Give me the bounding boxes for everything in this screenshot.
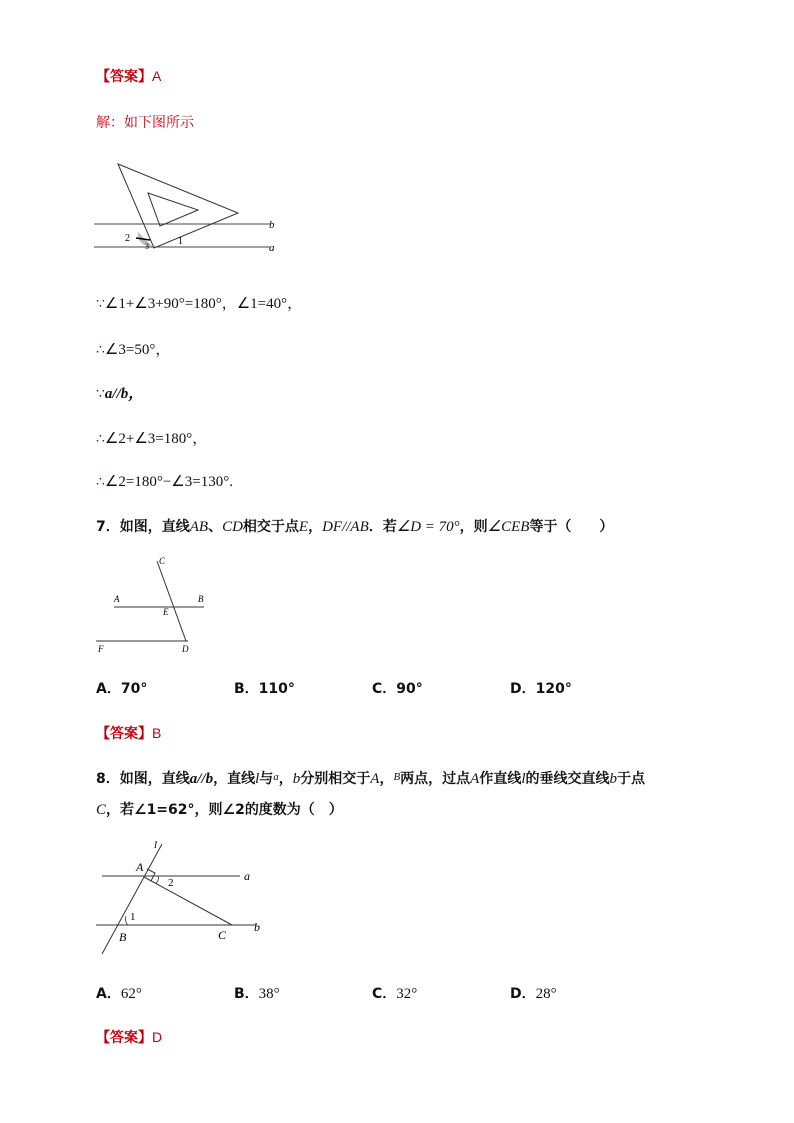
fig1-label-2: 2 — [125, 233, 130, 244]
step-1: ∵∠1+∠3+90°=180°，∠1=40°， — [96, 296, 303, 312]
svg-text:a: a — [244, 869, 250, 883]
q8-stem-line1: 8．如图，直线a//b，直线l与$^a$，b分别相交于A，$^B$两点，过点A作直线l的垂线交直线b于点 — [96, 771, 646, 787]
svg-text:1: 1 — [130, 911, 136, 923]
svg-text:E: E — [163, 607, 169, 617]
svg-text:2: 2 — [168, 877, 174, 889]
svg-text:D: D — [182, 644, 189, 654]
step-2: ∴∠3=50°， — [96, 342, 171, 358]
svg-text:F: F — [98, 644, 104, 654]
answer-value: A — [152, 68, 162, 84]
answer-tag: 【答案】 — [96, 69, 152, 85]
fig1-label-3: 3 — [145, 242, 149, 251]
step-4: ∴∠2+∠3=180°， — [96, 431, 208, 447]
q7-stem: 7．如图，直线AB、CD相交于点E，DF//AB．若∠D = 70°，则∠CEB等于（ ） — [96, 519, 614, 535]
figure-triangle-ruler — [90, 158, 290, 258]
q8-answer: 【答案】D — [96, 1029, 163, 1046]
step-3: ∵a//b， — [96, 386, 144, 402]
svg-text:B: B — [198, 594, 204, 604]
q7-option-b[interactable]: B．110° — [234, 681, 295, 697]
svg-text:l: l — [154, 839, 158, 851]
solution-intro: 解：如下图所示 — [96, 115, 194, 131]
q8-option-b[interactable]: B．38° — [234, 986, 280, 1002]
q7-option-d[interactable]: D．120° — [510, 681, 572, 697]
q8-option-c[interactable]: C．32° — [372, 986, 418, 1002]
q7-option-a[interactable]: A．70° — [96, 681, 148, 697]
fig1-label-a: a — [269, 242, 275, 254]
q7-option-c[interactable]: C．90° — [372, 681, 423, 697]
svg-text:A: A — [114, 594, 120, 604]
q8-option-d[interactable]: D．28° — [510, 986, 557, 1002]
q8-option-a[interactable]: A．62° — [96, 986, 142, 1002]
step-5: ∴∠2=180°−∠3=130°. — [96, 474, 233, 490]
svg-text:b: b — [254, 920, 260, 934]
figure-q8 — [92, 836, 272, 956]
svg-text:B: B — [119, 930, 127, 944]
q7-answer: 【答案】B — [96, 725, 162, 742]
answer-line-1 — [96, 66, 161, 86]
figure-q7 — [92, 553, 222, 659]
svg-text:A: A — [136, 860, 144, 874]
q8-stem-line2: C，若∠1=62°，则∠2的度数为（ ） — [96, 802, 343, 818]
svg-text:C: C — [218, 928, 227, 942]
svg-text:C: C — [159, 556, 166, 566]
fig1-label-b: b — [269, 219, 275, 231]
fig1-label-1: 1 — [178, 236, 183, 247]
